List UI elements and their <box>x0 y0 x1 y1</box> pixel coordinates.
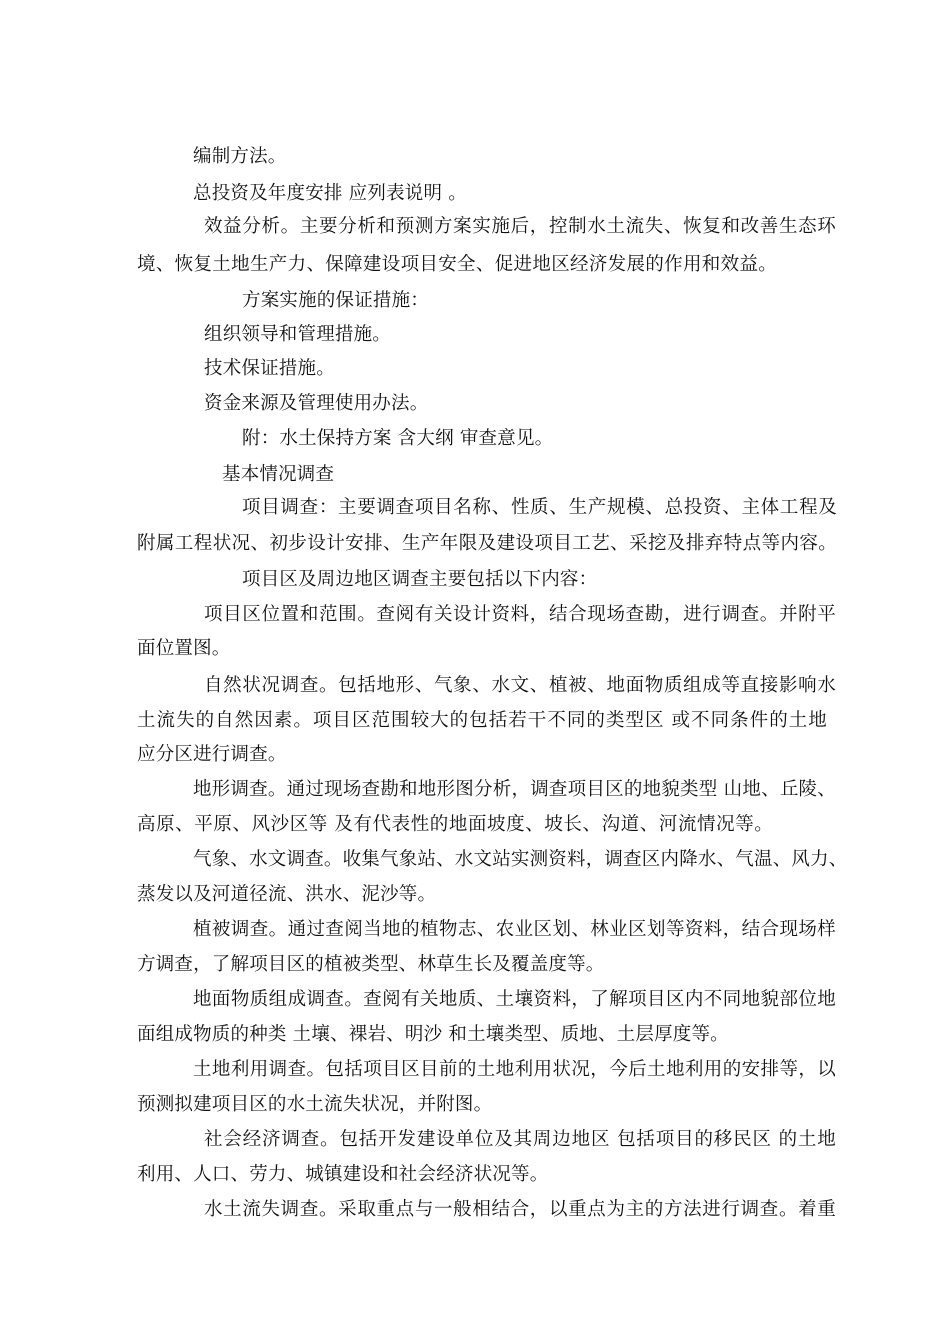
text-line: 项目区及周边地区调查主要包括以下内容： <box>242 569 598 590</box>
text-line: 社会经济调查。包括开发建设单位及其周边地区 包括项目的移民区 的土地 <box>204 1129 836 1150</box>
text-line: 境、恢复土地生产力、保障建设项目安全、促进地区经济发展的作用和效益。 <box>137 254 777 275</box>
text-line: 效益分析。主要分析和预测方案实施后，控制水土流失、恢复和改善生态环 <box>204 216 836 237</box>
text-line: 资金来源及管理使用办法。 <box>204 393 429 414</box>
text-line: 土地利用调查。包括项目区目前的土地利用状况，今后土地利用的安排等，以 <box>193 1059 836 1080</box>
text-line: 地面物质组成调查。查阅有关地质、土壤资料，了解项目区内不同地貌部位地 <box>193 989 836 1010</box>
text-line: 气象、水文调查。收集气象站、水文站实测资料，调查区内降水、气温、风力、 <box>193 849 848 870</box>
text-line: 附属工程状况、初步设计安排、生产年限及建设项目工艺、采挖及排弃特点等内容。 <box>137 533 837 554</box>
text-line: 面组成物质的种类 土壤、裸岩、明沙 和土壤类型、质地、土层厚度等。 <box>137 1024 729 1045</box>
text-line: 地形调查。通过现场查勘和地形图分析，调查项目区的地貌类型 山地、丘陵、 <box>193 779 836 800</box>
text-line: 方调查，了解项目区的植被类型、林草生长及覆盖度等。 <box>137 954 605 975</box>
text-line: 应分区进行调查。 <box>137 744 287 765</box>
section-heading: 基本情况调查 <box>222 464 335 485</box>
text-line: 蒸发以及河道径流、洪水、泥沙等。 <box>137 884 437 905</box>
text-line: 项目区位置和范围。查阅有关设计资料，结合现场查勘，进行调查。并附平 <box>204 604 836 625</box>
text-line: 土流失的自然因素。项目区范围较大的包括若干不同的类型区 或不同条件的土地 <box>137 710 827 731</box>
text-line: 方案实施的保证措施： <box>242 290 430 311</box>
text-line: 项目调查：主要调查项目名称、性质、生产规模、总投资、主体工程及 <box>242 497 837 518</box>
text-line: 总投资及年度安排 应列表说明 。 <box>193 183 467 204</box>
text-line: 自然状况调查。包括地形、气象、水文、植被、地面物质组成等直接影响水 <box>204 675 836 696</box>
text-line: 技术保证措施。 <box>204 358 335 379</box>
text-line: 水土流失调查。采取重点与一般相结合，以重点为主的方法进行调查。着重 <box>204 1199 836 1220</box>
text-line: 附：水土保持方案 含大纲 审查意见。 <box>242 428 554 449</box>
text-line: 组织领导和管理措施。 <box>204 324 392 345</box>
text-line: 高原、平原、风沙区等 及有代表性的地面坡度、坡长、沟道、河流情况等。 <box>137 814 773 835</box>
text-line: 编制方法。 <box>193 146 287 167</box>
text-line: 预测拟建项目区的水土流失状况，并附图。 <box>137 1094 493 1115</box>
text-line: 利用、人口、劳力、城镇建设和社会经济状况等。 <box>137 1164 549 1185</box>
text-line: 植被调查。通过查阅当地的植物志、农业区划、林业区划等资料，结合现场样 <box>193 919 836 940</box>
text-line: 面位置图。 <box>137 638 231 659</box>
